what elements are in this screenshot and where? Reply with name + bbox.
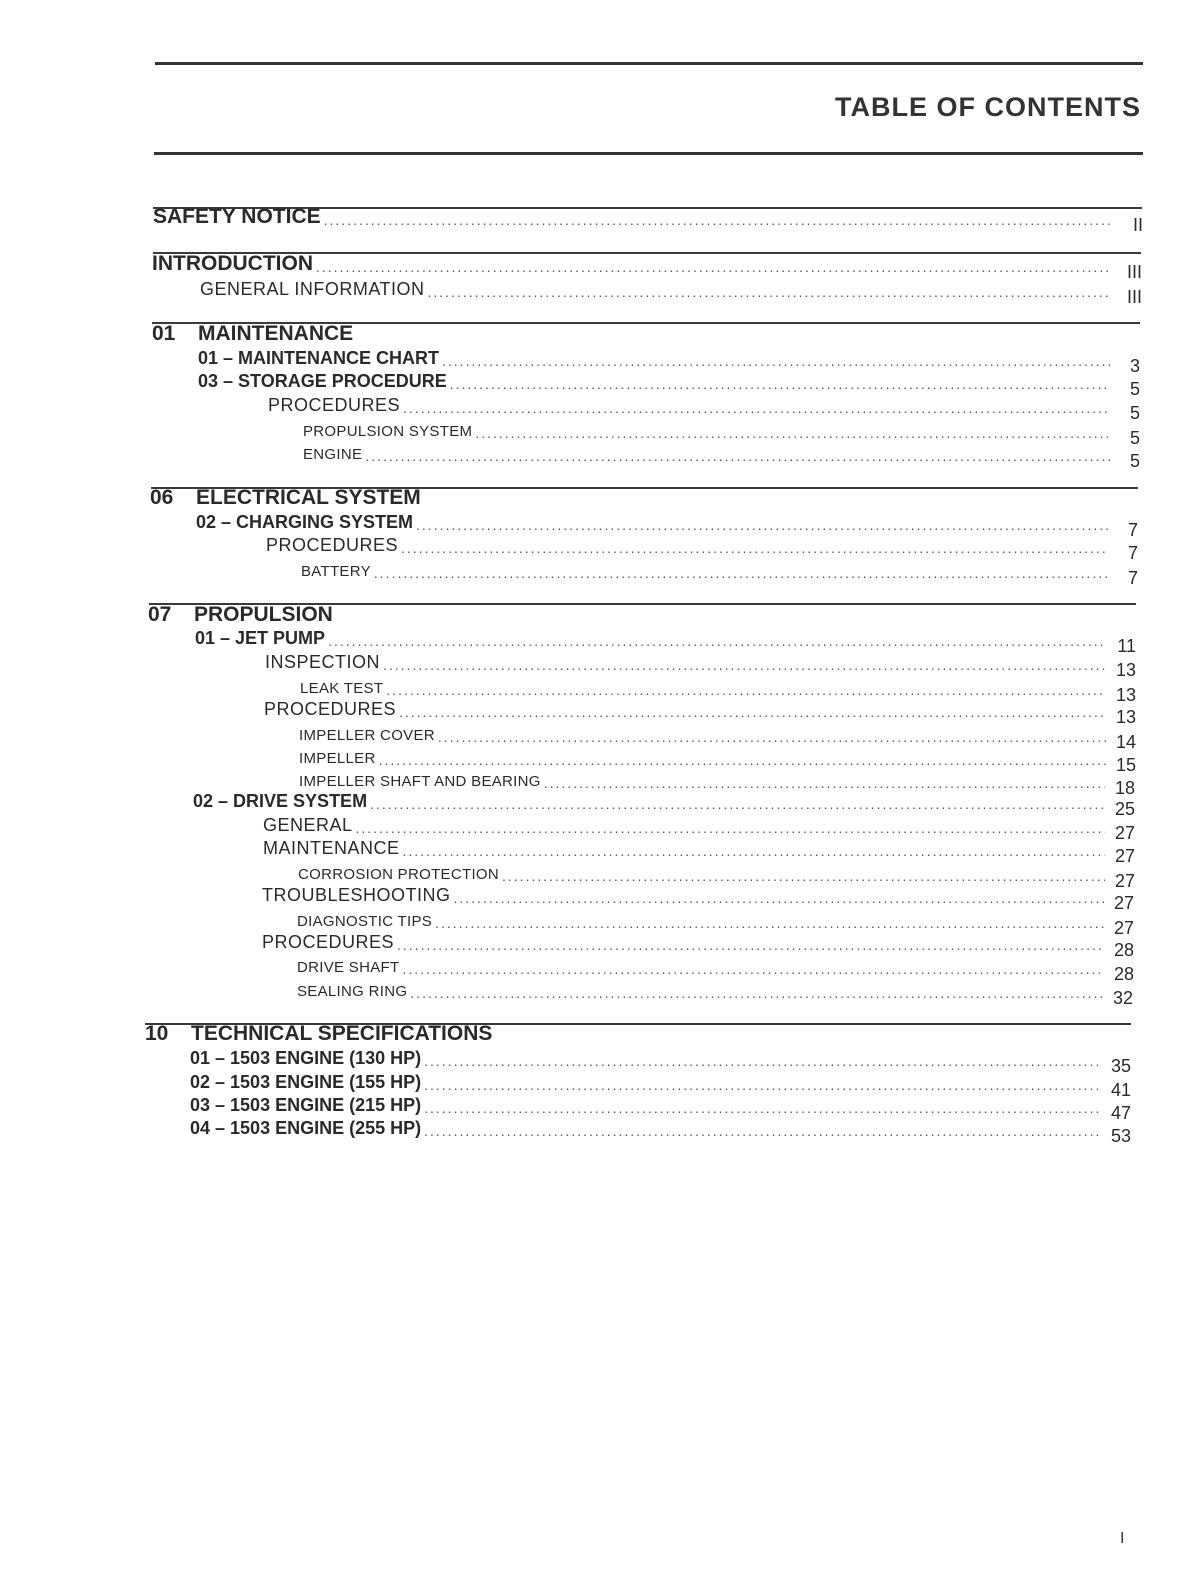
dot-leader (428, 284, 1112, 300)
toc-entry-label: INTRODUCTION (152, 252, 313, 275)
chapter-number: 01 (152, 322, 176, 345)
dot-leader (403, 400, 1110, 416)
toc-entry-page: 13 (1115, 660, 1136, 680)
toc-entry-label: 03 – STORAGE PROCEDURE (198, 371, 447, 391)
toc-entry[interactable] (299, 770, 1135, 798)
toc-entry-page: 7 (1127, 543, 1138, 563)
toc-entry[interactable] (190, 1048, 1131, 1076)
toc-entry[interactable] (190, 1118, 1131, 1146)
dot-leader (410, 985, 1103, 1001)
toc-entry[interactable] (198, 371, 1140, 399)
dot-leader (401, 540, 1108, 556)
toc-entry[interactable] (299, 747, 1136, 775)
dot-leader (374, 565, 1108, 581)
chapter-title: ELECTRICAL SYSTEM (196, 486, 421, 509)
toc-entry-label: SAFETY NOTICE (153, 205, 321, 228)
toc-entry-page: 27 (1114, 846, 1135, 866)
dot-leader (475, 425, 1110, 441)
dot-leader (424, 1100, 1101, 1116)
toc-entry[interactable] (297, 956, 1134, 984)
toc-entry[interactable] (193, 791, 1135, 819)
toc-entry-page: 13 (1115, 685, 1136, 705)
dot-leader (424, 1053, 1101, 1069)
toc-entry-page: 18 (1114, 778, 1135, 798)
toc-entry-page: 13 (1115, 707, 1136, 727)
toc-entry-page: 32 (1112, 988, 1133, 1008)
chapter-heading-propulsion (148, 603, 333, 627)
toc-entry[interactable] (297, 980, 1133, 1008)
toc-entry-label: BATTERY (301, 563, 371, 580)
toc-entry[interactable] (265, 652, 1136, 680)
dot-leader (424, 1077, 1101, 1093)
toc-entry-general-information[interactable] (200, 279, 1142, 307)
dot-leader (324, 212, 1113, 228)
toc-entry-page: 15 (1115, 755, 1136, 775)
dot-leader (424, 1123, 1101, 1139)
toc-entry-page: 47 (1110, 1103, 1131, 1123)
toc-entry-page: 27 (1114, 823, 1135, 843)
dot-leader (365, 448, 1110, 464)
toc-entry-page: III (1126, 287, 1142, 307)
toc-entry-page: 25 (1114, 799, 1135, 819)
toc-entry-label: CORROSION PROTECTION (298, 866, 500, 883)
toc-entry[interactable] (196, 512, 1138, 540)
toc-entry-page: 41 (1110, 1080, 1131, 1100)
chapter-title: TECHNICAL SPECIFICATIONS (191, 1022, 493, 1045)
toc-entry-label: 01 – JET PUMP (195, 628, 326, 648)
toc-entry-page: 5 (1129, 403, 1140, 423)
toc-entry[interactable] (262, 885, 1134, 913)
toc-entry-page: 53 (1110, 1126, 1131, 1146)
dot-leader (397, 937, 1104, 953)
toc-entry-page: 11 (1117, 636, 1136, 656)
header-bottom-rule (154, 152, 1143, 155)
chapter-number: 10 (145, 1022, 169, 1045)
toc-entry-page: III (1126, 262, 1142, 282)
dot-leader (435, 915, 1104, 931)
chapter-heading-maintenance (152, 322, 353, 346)
dot-leader (379, 752, 1106, 768)
header-top-rule (155, 62, 1143, 65)
toc-entry-label: PROCEDURES (262, 932, 395, 952)
dot-leader (399, 704, 1106, 720)
dot-leader (402, 961, 1104, 977)
toc-entry-label: 03 – 1503 ENGINE (215 HP) (190, 1095, 422, 1115)
page-title: TABLE OF CONTENTS (835, 92, 1141, 122)
toc-entry[interactable] (262, 932, 1134, 960)
toc-entry-label: GENERAL (263, 815, 353, 835)
toc-entry[interactable] (299, 724, 1136, 752)
dot-leader (316, 259, 1112, 275)
toc-entry[interactable] (303, 420, 1140, 448)
toc-entry-label: ENGINE (303, 446, 363, 463)
chapter-title: PROPULSION (194, 603, 333, 626)
toc-entry-label: SEALING RING (297, 983, 408, 1000)
toc-entry-label: PROCEDURES (266, 535, 399, 555)
toc-entry[interactable] (300, 677, 1136, 705)
dot-leader (454, 890, 1104, 906)
toc-entry-page: 27 (1113, 918, 1134, 938)
toc-entry-introduction[interactable] (152, 252, 1142, 282)
toc-entry-page: 14 (1115, 732, 1136, 752)
toc-entry-label: IMPELLER (299, 750, 376, 767)
toc-entry-safety-notice[interactable] (153, 205, 1143, 235)
toc-entry-label: 04 – 1503 ENGINE (255 HP) (190, 1118, 422, 1138)
toc-entry-page: II (1132, 215, 1143, 235)
toc-entry[interactable] (301, 560, 1138, 588)
toc-entry-page: 7 (1127, 568, 1138, 588)
toc-entry-page: 5 (1129, 428, 1140, 448)
toc-entry-page: 28 (1113, 964, 1134, 984)
toc-entry[interactable] (297, 910, 1134, 938)
toc-entry[interactable] (198, 348, 1140, 376)
toc-entry-label: 01 – 1503 ENGINE (130 HP) (190, 1048, 422, 1068)
dot-leader (386, 682, 1106, 698)
dot-leader (416, 517, 1108, 533)
toc-entry-page: 3 (1129, 356, 1140, 376)
toc-entry-page: 7 (1127, 520, 1138, 540)
toc-entry-label: GENERAL INFORMATION (200, 279, 425, 299)
toc-entry[interactable] (263, 838, 1135, 866)
toc-entry[interactable] (268, 395, 1140, 423)
toc-entry-label: DRIVE SHAFT (297, 959, 400, 976)
dot-leader (442, 353, 1110, 369)
toc-entry-label: IMPELLER COVER (299, 727, 435, 744)
toc-entry-label: PROCEDURES (268, 395, 401, 415)
dot-leader (438, 729, 1106, 745)
toc-entry[interactable] (264, 699, 1136, 727)
toc-entry-page: 35 (1110, 1056, 1131, 1076)
dot-leader (328, 633, 1106, 649)
toc-entry[interactable] (266, 535, 1138, 563)
toc-entry-label: PROPULSION SYSTEM (303, 423, 473, 440)
toc-entry-label: 02 – DRIVE SYSTEM (193, 791, 368, 811)
toc-entry-label: TROUBLESHOOTING (262, 885, 451, 905)
toc-entry-label: 01 – MAINTENANCE CHART (198, 348, 440, 368)
dot-leader (370, 796, 1105, 812)
dot-leader (356, 820, 1105, 836)
dot-leader (450, 376, 1110, 392)
toc-entry-label: IMPELLER SHAFT AND BEARING (299, 773, 541, 790)
chapter-number: 06 (150, 486, 174, 509)
toc-entry-page: 5 (1129, 451, 1140, 471)
chapter-heading-electrical-system (150, 486, 421, 510)
toc-entry-page: 27 (1113, 893, 1134, 913)
toc-entry-label: DIAGNOSTIC TIPS (297, 913, 433, 930)
chapter-heading-technical-specifications (145, 1022, 492, 1046)
toc-entry-label: LEAK TEST (300, 680, 384, 697)
toc-entry[interactable] (195, 628, 1136, 656)
toc-entry-page: 5 (1129, 379, 1140, 399)
toc-entry[interactable] (263, 815, 1135, 843)
toc-entry[interactable] (303, 443, 1140, 471)
toc-entry-page: 28 (1113, 940, 1134, 960)
toc-entry[interactable] (190, 1072, 1131, 1100)
chapter-title: MAINTENANCE (198, 322, 354, 345)
toc-entry-label: MAINTENANCE (263, 838, 400, 858)
dot-leader (544, 775, 1105, 791)
dot-leader (403, 843, 1105, 859)
chapter-number: 07 (148, 603, 172, 626)
footer-page-number: I (1120, 1530, 1125, 1547)
toc-entry-label: PROCEDURES (264, 699, 397, 719)
toc-entry-label: 02 – CHARGING SYSTEM (196, 512, 414, 532)
dot-leader (502, 868, 1105, 884)
dot-leader (383, 657, 1106, 673)
toc-entry-label: 02 – 1503 ENGINE (155 HP) (190, 1072, 422, 1092)
toc-entry-label: INSPECTION (265, 652, 381, 672)
toc-entry[interactable] (298, 863, 1135, 891)
toc-entry-page: 27 (1114, 871, 1135, 891)
toc-entry[interactable] (190, 1095, 1131, 1123)
